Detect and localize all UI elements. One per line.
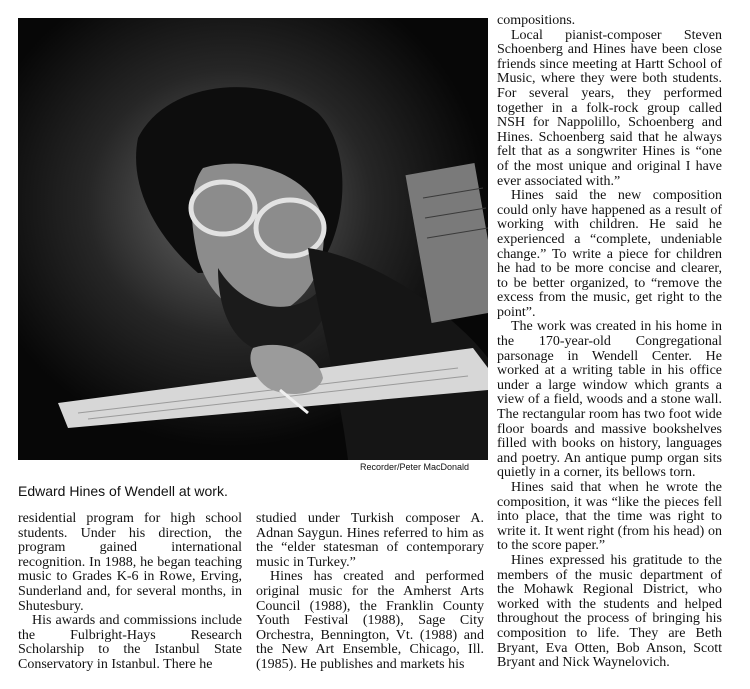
paragraph: Hines said that when he wrote the composition, it was “like the pieces fell into place, that the time was right to write it. It went right (from his head) on to the score paper.” — [497, 480, 722, 554]
paragraph: Local pianist-composer Steven Schoenberg and Hines have been close friends since meeting at Hartt School of Music, where they were both students. For several years, they performed together in a folk-rock group called NSH for Nappolillo, Schoenberg and Hines. Schoenberg said that he always felt that as a songwriter Hines is “one of the most unique and original I have ever associated with.” — [497, 27, 722, 189]
article-column-1 — [18, 512, 242, 673]
paragraph: Hines has created and performed original music for the Amherst Arts Council (1988), the Franklin County Youth Festival (1988), Sage City Orchestra, Bennington, Vt. (1988) and the New Art Ensemble, Chicago, Ill. (1985). He publishes and markets his — [256, 569, 484, 672]
article-column-2 — [256, 512, 484, 673]
paragraph: residential program for high school students. Under his direction, the program gained international recognition. In 1988, he began teaching music to Grades K-6 in Rowe, Erving, Sunderland and, for several months, in Shutesbury. — [18, 511, 242, 614]
paragraph: Hines said the new composition could only have happened as a result of working with children. He said he experienced a “complete, undeniable change.” To write a piece for children he had to be more concise and clearer, to be better organized, to “remove the excess from the music, get right to the point”. — [497, 188, 722, 320]
paragraph: The work was created in his home in the 170-year-old Congregational parsonage in Wendell Center. He worked at a writing table in his office under a large window which grants a view of a field, woods and a stone wall. The rectangular room has two foot wide floor boards and massive bookshelves filled with books on history, languages and poetry. An antique pump organ sits quietly in a corner, its bellows torn. — [497, 319, 722, 481]
paragraph: His awards and commissions include the Fulbright-Hays Research Scholarship to the Istanbul State Conservatory in Istanbul. There he — [18, 613, 242, 672]
paragraph: compositions. — [497, 13, 576, 28]
photo-caption: Edward Hines of Wendell at work. — [18, 483, 228, 499]
photo-illustration — [18, 18, 488, 460]
article-column-3 — [497, 14, 722, 671]
paragraph: Hines expressed his gratitude to the members of the music department of the Mohawk Regional District, who worked with the students and helped throughout the process of bringing his composition to life. They are Beth Bryant, Eva Otten, Bob Anson, Scott Bryant and Nick Waynelovich. — [497, 552, 722, 671]
photo-credit: Recorder/Peter MacDonald — [360, 462, 470, 472]
news-photo — [18, 18, 488, 460]
paragraph: studied under Turkish composer A. Adnan Saygun. Hines referred to him as the “elder statesman of contemporary music in Turkey.” — [256, 511, 484, 570]
